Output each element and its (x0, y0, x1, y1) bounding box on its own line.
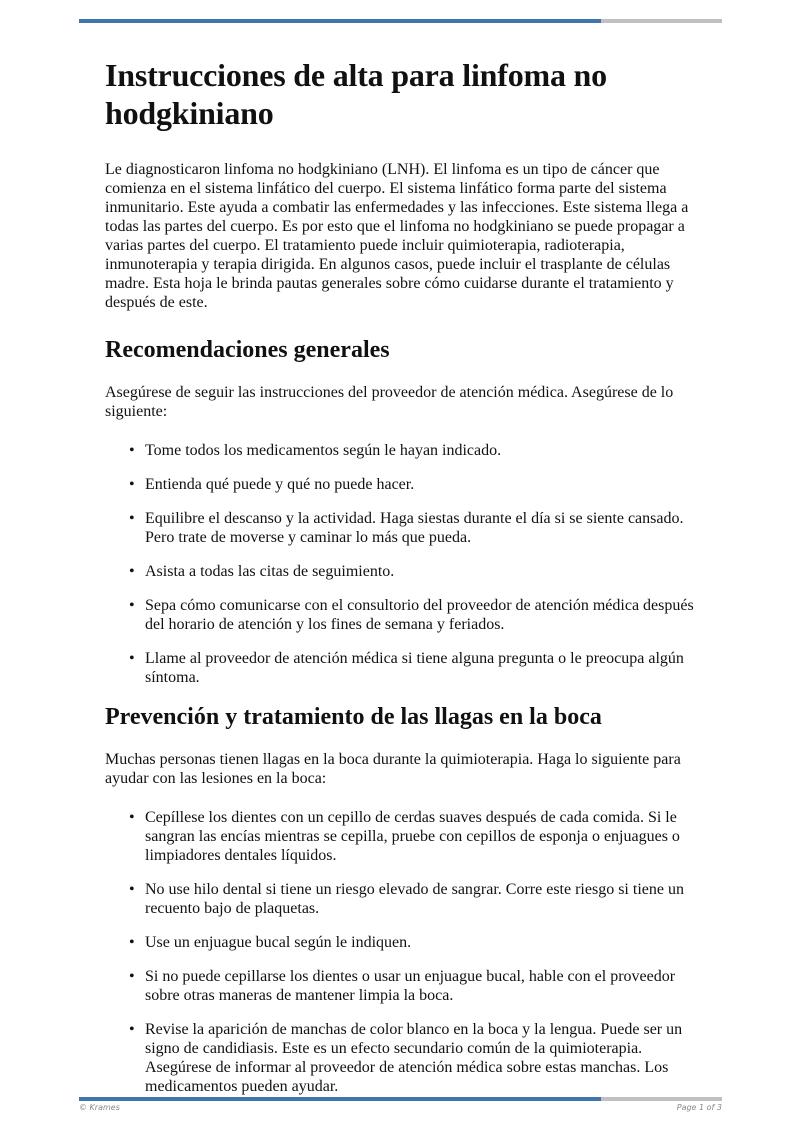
bullet-icon: • (129, 442, 135, 459)
list-item: • Equilibre el descanso y la actividad. Haga siestas durante el día si se siente cansado. Pero trate de moverse y caminar lo más que pueda. (129, 510, 684, 546)
header-progress-bar (79, 19, 722, 23)
list-item: • Asista a todas las citas de seguimiento. (129, 563, 395, 580)
bullet-icon: • (129, 1021, 135, 1038)
section-lead: Muchas personas tienen llagas en la boca durante la quimioterapia. Haga lo siguiente para ayudar con las lesiones en la boca: (105, 751, 681, 787)
list-item: • Sepa cómo comunicarse con el consultorio del proveedor de atención médica después del horario de atención y los fines de semana y feriados. (129, 597, 694, 633)
section-lead: Asegúrese de seguir las instrucciones del proveedor de atención médica. Asegúrese de lo siguiente: (105, 384, 674, 420)
footer-bar-blue-segment (79, 1097, 601, 1101)
section-heading: Prevención y tratamiento de las llagas en la boca (105, 704, 602, 730)
copyright-text: © Krames (79, 1103, 120, 1112)
list-item: • Tome todos los medicamentos según le hayan indicado. (129, 442, 502, 459)
page-footer (79, 1103, 722, 1112)
list-item: • Use un enjuague bucal según le indiquen. (129, 934, 412, 951)
bullet-icon: • (129, 881, 135, 898)
bullet-list (105, 808, 705, 1096)
header-bar-blue-segment (79, 19, 601, 23)
page-title: Instrucciones de alta para linfoma no hodgkiniano (105, 57, 607, 131)
list-item: • No use hilo dental si tiene un riesgo elevado de sangrar. Corre este riesgo si tiene un recuento bajo de plaquetas. (129, 881, 684, 917)
list-item: • Llame al proveedor de atención médica si tiene alguna pregunta o le preocupa algún síntoma. (129, 650, 684, 686)
section-mouth-sores (105, 703, 705, 1096)
section-heading: Recomendaciones generales (105, 337, 390, 363)
footer-progress-bar (79, 1097, 722, 1101)
intro-paragraph: Le diagnosticaron linfoma no hodgkiniano (LNH). El linfoma es un tipo de cáncer que comienza en el sistema linfático del cuerpo. El sistema linfático forma parte del sistema inmunitario. Este ayuda a combatir las enfermedades y las infecciones. Este sistema llega a todas las partes del cuerpo. Es por esto que el linfoma no hodgkiniano se puede propagar a varias partes del cuerpo. El tratamiento puede incluir quimioterapia, radioterapia, inmunoterapia y terapia dirigida. En algunos casos, puede incluir el trasplante de células madre. Esta hoja le brinda pautas generales sobre cómo cuidarse durante el tratamiento y después de este. (105, 161, 689, 311)
list-item: • Revise la aparición de manchas de color blanco en la boca y la lengua. Puede ser un signo de candidiasis. Este es un efecto secundario común de la quimioterapia. Asegúrese de informar al proveedor de atención médica sobre estas manchas. Los medicamentos pueden ayudar. (129, 1021, 683, 1095)
bullet-icon: • (129, 597, 135, 614)
section-general-recommendations (105, 336, 705, 687)
footer-bar-gray-segment (601, 1097, 722, 1101)
list-item: • Cepíllese los dientes con un cepillo de cerdas suaves después de cada comida. Si le sangran las encías mientras se cepilla, pruebe con cepillos de esponja o enjuagues o limpiadores dentales líquidos. (129, 809, 680, 864)
bullet-list (105, 441, 705, 687)
bullet-icon: • (129, 934, 135, 951)
bullet-icon: • (129, 968, 135, 985)
bullet-icon: • (129, 650, 135, 667)
list-item: • Entienda qué puede y qué no puede hacer. (129, 476, 415, 493)
document-body (105, 56, 705, 1112)
bullet-icon: • (129, 809, 135, 826)
bullet-icon: • (129, 510, 135, 527)
list-item: • Si no puede cepillarse los dientes o usar un enjuague bucal, hable con el proveedor sobre otras maneras de mantener limpia la boca. (129, 968, 676, 1004)
header-bar-gray-segment (601, 19, 722, 23)
page-indicator: Page 1 of 3 (676, 1103, 722, 1112)
bullet-icon: • (129, 476, 135, 493)
bullet-icon: • (129, 563, 135, 580)
